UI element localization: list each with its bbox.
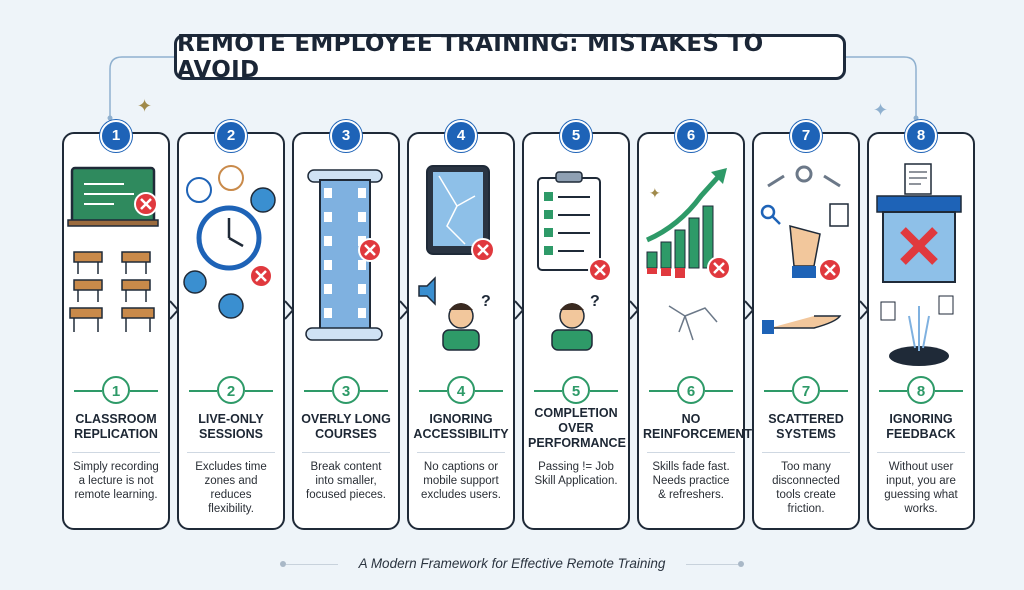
- card-number-badge: 1: [100, 120, 132, 152]
- card-description: Break content into smaller, focused pieces.: [306, 461, 386, 501]
- card-title: CLASSROOM REPLICATION: [74, 412, 158, 441]
- card-number-mid: 6: [677, 376, 705, 404]
- card-number-badge: 6: [675, 120, 707, 152]
- card-title: IGNORING ACCESSIBILITY: [413, 412, 509, 441]
- card-title: IGNORING FEEDBACK: [886, 412, 956, 441]
- chevron-right-icon: [284, 300, 294, 320]
- card-title: COMPLETION OVER PERFORMANCE: [528, 406, 626, 450]
- card-description: Passing != Job Skill Application.: [534, 461, 618, 487]
- card-title: SCATTERED SYSTEMS: [768, 412, 844, 441]
- svg-text:✦: ✦: [649, 185, 661, 201]
- card-title: LIVE-ONLY SESSIONS: [198, 412, 264, 441]
- card-number-mid: 4: [447, 376, 475, 404]
- mid-number-row: [64, 374, 168, 406]
- card-number-badge: 3: [330, 120, 362, 152]
- card-number-mid: 7: [792, 376, 820, 404]
- broken-tablet-icon: [409, 156, 513, 374]
- mistake-card-3: [292, 127, 400, 530]
- chevron-right-icon: [514, 300, 524, 320]
- card-number-badge: 4: [445, 120, 477, 152]
- card-number-mid: 8: [907, 376, 935, 404]
- card-number-badge: 7: [790, 120, 822, 152]
- card-number-mid: 3: [332, 376, 360, 404]
- mid-number-row: [869, 374, 973, 406]
- card-number-mid: 1: [102, 376, 130, 404]
- feedback-box-icon: [869, 156, 973, 374]
- mistake-card-1: [62, 127, 170, 530]
- card-number-badge: 5: [560, 120, 592, 152]
- card-description: Too many disconnected tools create friction.: [772, 461, 840, 515]
- chevron-right-icon: [859, 300, 869, 320]
- card-description: No captions or mobile support excludes users.: [421, 461, 501, 501]
- svg-text:?: ?: [590, 293, 600, 310]
- chevron-right-icon: [629, 300, 639, 320]
- page-title: REMOTE EMPLOYEE TRAINING: MISTAKES TO AVOID: [177, 31, 764, 83]
- mid-number-row: [179, 374, 283, 406]
- footer: [0, 554, 1024, 574]
- mistake-card-5: [522, 127, 630, 530]
- card-description: Skills fade fast. Needs practice & refreshers.: [652, 461, 730, 501]
- scattered-tools-icon: [754, 156, 858, 374]
- clock-globe-icon: [179, 156, 283, 374]
- long-scroll-icon: [294, 156, 398, 374]
- chevron-right-icon: [169, 300, 179, 320]
- card-description: Excludes time zones and reduces flexibility.: [195, 461, 267, 515]
- card-number-mid: 5: [562, 376, 590, 404]
- mid-number-row: [524, 374, 628, 406]
- mistake-card-4: [407, 127, 515, 530]
- checklist-clipboard-icon: [524, 156, 628, 374]
- card-number-badge: 8: [905, 120, 937, 152]
- sparkle-icon: ✦: [873, 100, 889, 120]
- mid-number-row: [409, 374, 513, 406]
- sparkle-icon: ✦: [137, 96, 153, 116]
- card-number-mid: 2: [217, 376, 245, 404]
- mistake-card-2: [177, 127, 285, 530]
- title-banner: [174, 31, 846, 83]
- classroom-chalkboard-icon: [64, 156, 168, 374]
- card-title: OVERLY LONG COURSES: [301, 412, 391, 441]
- rising-chart-icon: [639, 156, 743, 374]
- chevron-right-icon: [399, 300, 409, 320]
- card-description: Without user input, you are guessing what works.: [884, 461, 958, 515]
- mistake-card-6: [637, 127, 753, 530]
- footer-tagline: A Modern Framework for Effective Remote Training: [358, 556, 666, 571]
- chevron-right-icon: [744, 300, 754, 320]
- card-description: Simply recording a lecture is not remote learning.: [73, 461, 159, 501]
- mid-number-row: [294, 374, 398, 406]
- mid-number-row: [639, 374, 743, 406]
- mistake-card-8: [867, 127, 975, 530]
- card-title: NO REINFORCEMENT: [643, 412, 753, 441]
- mid-number-row: [754, 374, 858, 406]
- card-number-badge: 2: [215, 120, 247, 152]
- svg-text:?: ?: [481, 293, 491, 310]
- mistake-card-7: [752, 127, 860, 530]
